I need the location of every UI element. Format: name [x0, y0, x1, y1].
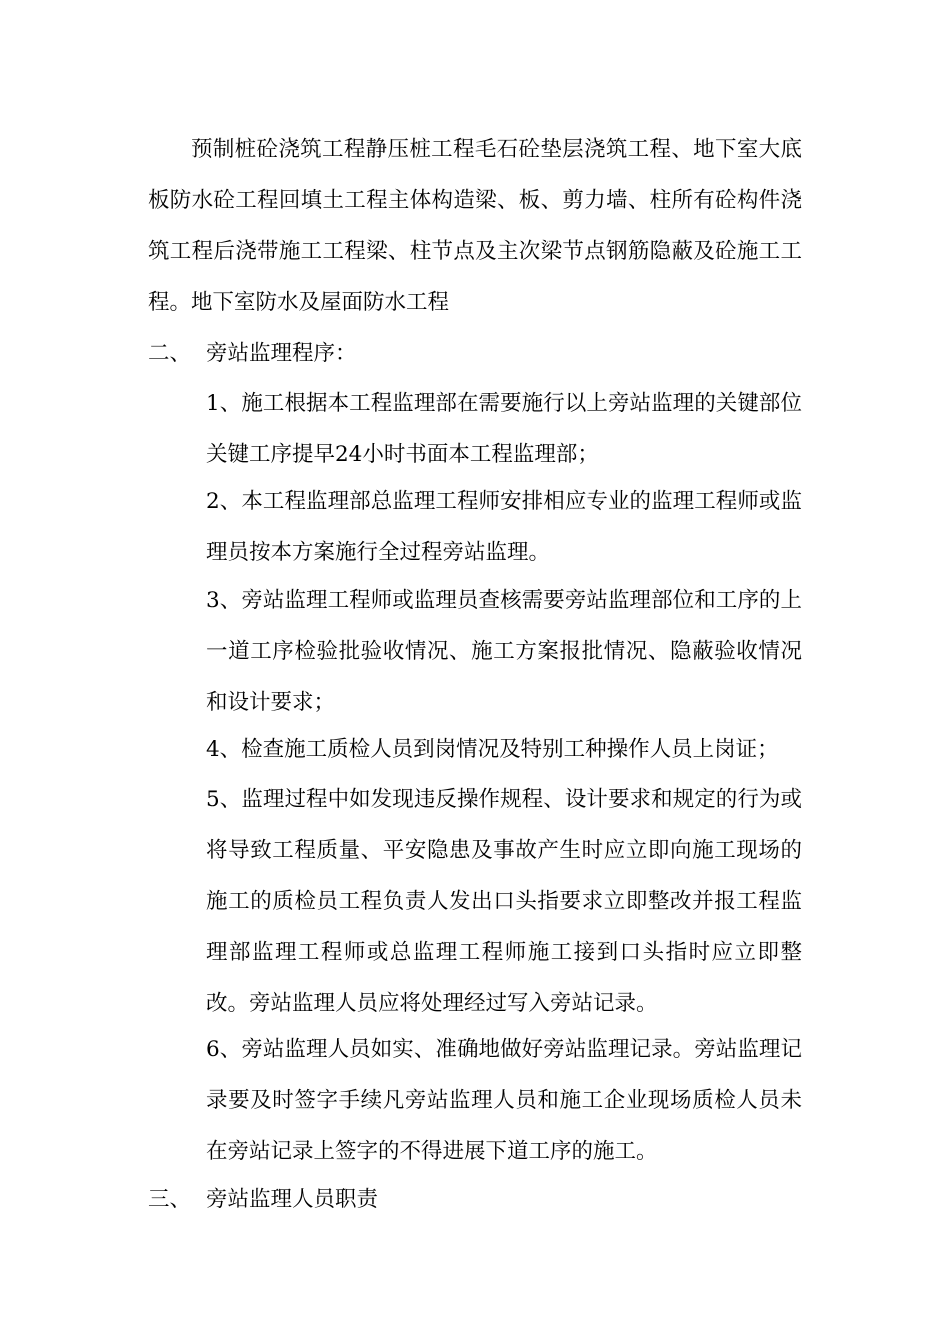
section-number-3: 三、 — [148, 1187, 192, 1212]
section-title-3: 旁站监理人员职责 — [206, 1187, 379, 1212]
step-6: 6、旁站监理人员如实、准确地做好旁站监理记录。旁站监理记录要及时签字手续凡旁站监理人员和施工企业现场质检人员未在旁站记录上签字的不得进展下道工序的施工。 — [206, 1037, 802, 1164]
intro-paragraph: 预制桩砼浇筑工程静压桩工程毛石砼垫层浇筑工程、地下室大底板防水砼工程回填土工程主体构造梁、板、剪力墙、柱所有砼构件浇筑工程后浇带施工工程梁、柱节点及主次梁节点钢筋隐蔽及砼施工工程。地下室防水及屋面防水工程 — [148, 137, 802, 315]
section-heading-2 — [148, 328, 357, 379]
section-number-2: 二、 — [148, 341, 192, 366]
step-5: 5、监理过程中如发现违反操作规程、设计要求和规定的行为或将导致工程质量、平安隐患及事故产生时应立即向施工现场的施工的质检员工程负责人发出口头指要求立即整改并报工程监理部监理工程师或总监理工程师施工接到口头指时应立即整改。旁站监理人员应将处理经过写入旁站记录。 — [206, 787, 802, 1016]
section-heading-3 — [148, 1174, 378, 1225]
step-1: 1、施工根据本工程监理部在需要施行以上旁站监理的关键部位关键工序提早24小时书面本工程监理部； — [206, 391, 802, 467]
step-3: 3、旁站监理工程师或监理员查核需要旁站监理部位和工序的上一道工序检验批验收情况、施工方案报批情况、隐蔽验收情况和设计要求； — [206, 588, 802, 715]
step-2: 2、本工程监理部总监理工程师安排相应专业的监理工程师或监理员按本方案施行全过程旁站监理。 — [206, 489, 802, 565]
section-title-2: 旁站监理程序： — [206, 341, 357, 366]
step-4: 4、检查施工质检人员到岗情况及特别工种操作人员上岗证； — [206, 737, 779, 762]
